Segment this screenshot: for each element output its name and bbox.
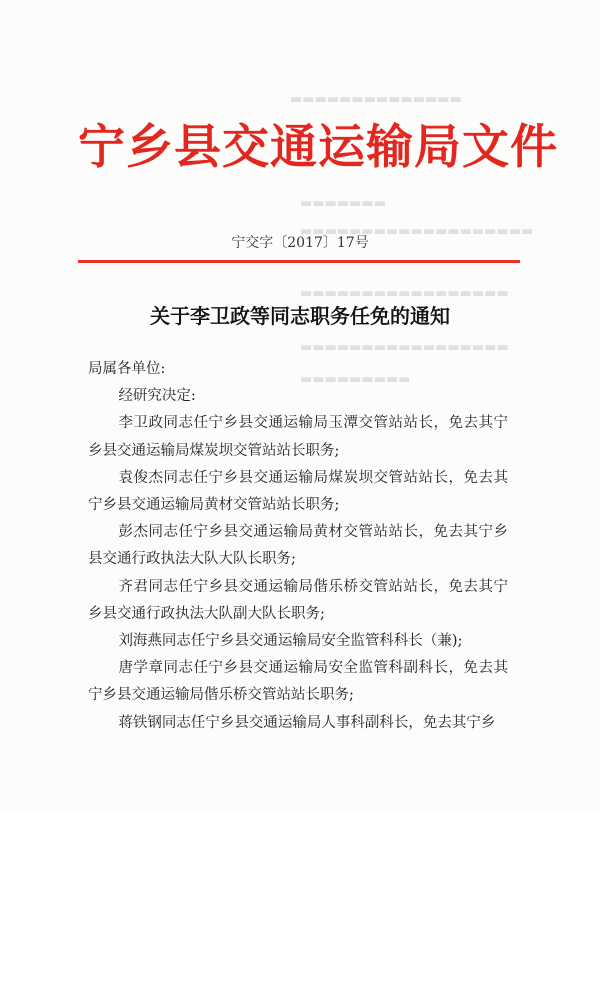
paragraph: 刘海燕同志任宁乡县交通运输局安全监管科科长（兼); [118, 633, 463, 650]
paragraph: 唐学章同志任宁乡县交通运输局安全监管科副科长，免去其宁乡县交通运输局偕乐桥交管站站长职务; [88, 660, 508, 704]
notice-title: 关于李卫政等同志职务任免的通知 [150, 304, 450, 328]
paragraph: 袁俊杰同志任宁乡县交通运输局煤炭坝交管站站长，免去其宁乡县交通运输局黄材交管站站长职务; [88, 469, 508, 514]
paragraph: 蒋铁钢同志任宁乡县交通运输局人事科副科长，免去其宁乡 [118, 714, 496, 731]
paragraph: 李卫政同志任宁乡县交通运输局玉潭交管站站长，免去其宁乡县交通运输局煤炭坝交管站站长职务; [88, 415, 508, 459]
bleed-through-mark: ▬▬▬▬▬▬▬▬▬▬▬▬▬▬ [290, 92, 462, 107]
addressee: 局属各单位: [88, 361, 166, 377]
paragraph: 经研究决定: [118, 388, 196, 405]
document-body [88, 356, 508, 737]
document-header-title: 宁乡县交通运输局文件 [78, 120, 558, 175]
bleed-through-mark: ▬▬▬▬▬▬▬▬▬▬▬▬▬▬▬▬▬ [300, 286, 509, 301]
red-separator-line [78, 260, 520, 263]
paragraph: 齐君同志任宁乡县交通运输局偕乐桥交管站站长，免去其宁乡县交通行政执法大队副大队长职务; [88, 578, 508, 622]
bleed-through-mark: ▬▬▬▬▬▬▬▬▬ [300, 372, 411, 387]
bleed-through-mark: ▬▬▬▬▬▬▬▬▬▬▬▬▬▬▬▬▬ [300, 340, 509, 355]
bleed-through-mark: ▬▬▬▬▬▬▬▬▬▬▬▬▬▬▬▬▬▬▬ [300, 224, 534, 239]
bleed-through-mark: ▬▬▬▬▬▬▬ [300, 196, 386, 211]
document-number: 宁交字〔2017〕17号 [231, 235, 369, 251]
paragraph: 彭杰同志任宁乡县交通运输局黄材交管站站长，免去其宁乡县交通行政执法大队大队长职务; [88, 524, 508, 568]
